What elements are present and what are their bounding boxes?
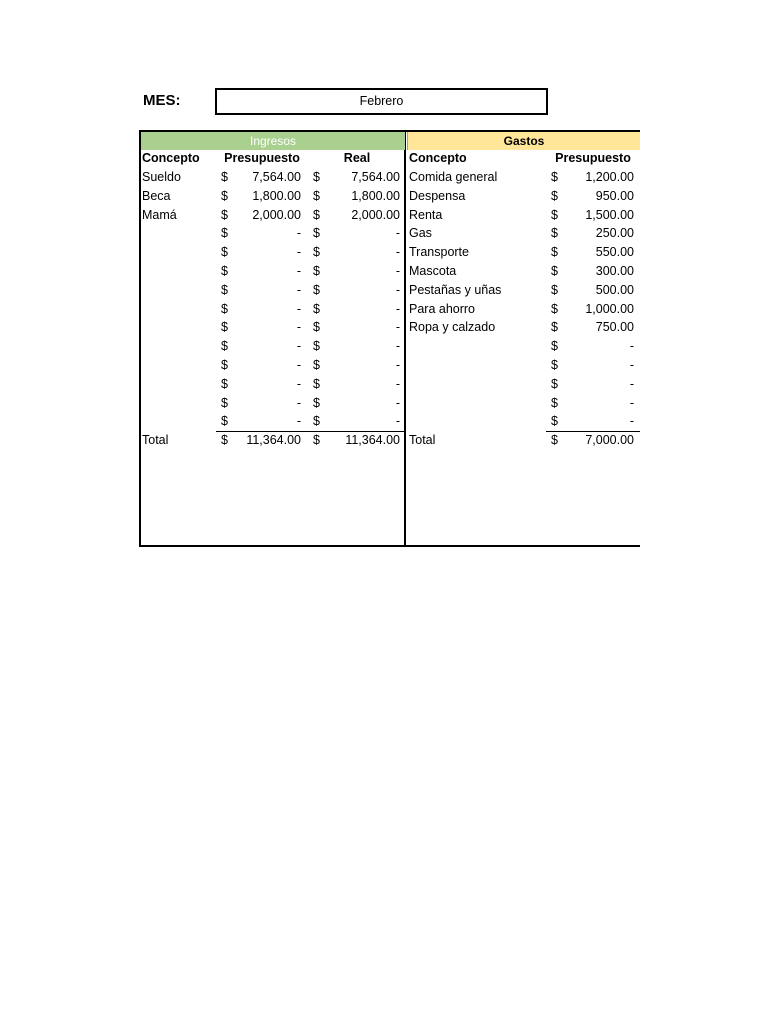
gastos-col-presupuesto: Presupuesto [555, 151, 631, 165]
ingresos-real-cell: - [395, 264, 400, 278]
ingresos-real-cell: - [395, 245, 400, 260]
gastos-presupuesto-cell: - [629, 339, 634, 354]
currency-sign: $ [551, 320, 558, 335]
month-label: MES: [143, 92, 181, 109]
currency-sign: $ [551, 282, 558, 297]
gastos-concepto-cell: Para ahorro [409, 301, 476, 316]
currency-sign: $ [313, 376, 320, 391]
currency-sign: $ [313, 320, 320, 335]
currency-sign: $ [221, 170, 228, 184]
currency-sign: $ [313, 414, 320, 429]
currency-sign: $ [551, 395, 558, 410]
ingresos-total-label: Total [142, 433, 169, 447]
ingresos-presupuesto-cell: 7,564.00 [252, 170, 301, 184]
ingresos-presupuesto-cell: 2,000.00 [252, 207, 301, 222]
currency-sign: $ [313, 301, 320, 316]
ingresos-presupuesto-cell: - [296, 301, 301, 316]
ingresos-presupuesto-cell: - [296, 264, 301, 278]
currency-sign: $ [551, 376, 558, 391]
currency-sign: $ [551, 358, 558, 372]
gastos-concepto-cell: Mascota [409, 264, 457, 278]
gastos-presupuesto-cell: - [629, 414, 634, 429]
ingresos-presupuesto-cell: - [296, 320, 301, 335]
currency-sign: $ [221, 226, 228, 241]
currency-sign: $ [313, 170, 320, 184]
ingresos-real-cell: - [395, 282, 400, 297]
gastos-concepto-cell: Renta [409, 207, 443, 222]
ingresos-col-concepto: Concepto [142, 151, 200, 165]
gastos-concepto-cell: Comida general [409, 170, 498, 184]
currency-sign: $ [313, 282, 320, 297]
ingresos-real-cell: - [395, 376, 400, 391]
gastos-presupuesto-cell: - [629, 395, 634, 410]
currency-sign: $ [313, 433, 320, 447]
budget-sheet [139, 130, 640, 548]
ingresos-total-presupuesto: 11,364.00 [246, 433, 301, 447]
currency-sign: $ [221, 339, 228, 354]
currency-sign: $ [313, 188, 320, 203]
currency-sign: $ [221, 282, 228, 297]
currency-sign: $ [551, 226, 558, 241]
gastos-presupuesto-cell: - [629, 376, 634, 391]
gastos-concepto-cell: Ropa y calzado [409, 320, 496, 335]
ingresos-presupuesto-cell: 1,800.00 [252, 188, 301, 203]
ingresos-presupuesto-cell: - [296, 245, 301, 260]
gastos-presupuesto-cell: 1,000.00 [585, 301, 634, 316]
ingresos-real-cell: - [395, 414, 400, 429]
gastos-concepto-cell: Transporte [409, 245, 469, 260]
currency-sign: $ [313, 358, 320, 372]
currency-sign: $ [313, 207, 320, 222]
currency-sign: $ [551, 339, 558, 354]
ingresos-presupuesto-cell: - [296, 358, 301, 372]
gastos-total-presupuesto: 7,000.00 [585, 433, 634, 447]
gastos-presupuesto-cell: 1,200.00 [585, 170, 634, 184]
ingresos-real-cell: - [395, 339, 400, 354]
currency-sign: $ [313, 245, 320, 260]
currency-sign: $ [221, 264, 228, 278]
currency-sign: $ [313, 264, 320, 278]
currency-sign: $ [221, 395, 228, 410]
currency-sign: $ [551, 301, 558, 316]
ingresos-presupuesto-cell: - [296, 282, 301, 297]
currency-sign: $ [221, 320, 228, 335]
currency-sign: $ [551, 207, 558, 222]
currency-sign: $ [313, 226, 320, 241]
ingresos-real-cell: - [395, 226, 400, 241]
ingresos-real-cell: - [395, 301, 400, 316]
currency-sign: $ [551, 433, 558, 447]
gastos-concepto-cell: Gas [409, 226, 432, 241]
ingresos-real-cell: - [395, 320, 400, 335]
currency-sign: $ [221, 207, 228, 222]
currency-sign: $ [551, 188, 558, 203]
currency-sign: $ [551, 245, 558, 260]
ingresos-concepto-cell: Mamá [142, 207, 177, 222]
ingresos-presupuesto-cell: - [296, 414, 301, 429]
currency-sign: $ [221, 245, 228, 260]
currency-sign: $ [221, 414, 228, 429]
ingresos-real-cell: 1,800.00 [351, 188, 400, 203]
gastos-concepto-cell: Pestañas y uñas [409, 282, 502, 297]
gastos-header: Gastos [407, 132, 640, 150]
gastos-presupuesto-cell: 1,500.00 [585, 207, 634, 222]
ingresos-presupuesto-cell: - [296, 395, 301, 410]
gastos-col-concepto: Concepto [409, 151, 467, 165]
currency-sign: $ [313, 395, 320, 410]
ingresos-presupuesto-cell: - [296, 376, 301, 391]
gastos-presupuesto-cell: 250.00 [595, 226, 634, 241]
ingresos-col-presupuesto: Presupuesto [224, 151, 300, 165]
ingresos-total-real: 11,364.00 [345, 433, 400, 447]
gastos-presupuesto-cell: 750.00 [595, 320, 634, 335]
currency-sign: $ [221, 433, 228, 447]
ingresos-real-cell: 7,564.00 [351, 170, 400, 184]
month-field[interactable]: Febrero [215, 88, 548, 115]
currency-sign: $ [221, 188, 228, 203]
currency-sign: $ [313, 339, 320, 354]
currency-sign: $ [221, 301, 228, 316]
ingresos-presupuesto-cell: - [296, 339, 301, 354]
currency-sign: $ [221, 376, 228, 391]
ingresos-real-cell: 2,000.00 [351, 207, 400, 222]
gastos-total-label: Total [409, 433, 436, 447]
ingresos-concepto-cell: Sueldo [142, 170, 181, 184]
gastos-presupuesto-cell: 950.00 [595, 188, 634, 203]
gastos-presupuesto-cell: - [629, 358, 634, 372]
ingresos-real-cell: - [395, 395, 400, 410]
currency-sign: $ [551, 264, 558, 278]
ingresos-presupuesto-cell: - [296, 226, 301, 241]
gastos-presupuesto-cell: 300.00 [595, 264, 634, 278]
ingresos-real-cell: - [395, 358, 400, 372]
currency-sign: $ [221, 358, 228, 372]
ingresos-header: Ingresos [141, 132, 405, 150]
gastos-concepto-cell: Despensa [409, 188, 466, 203]
gastos-presupuesto-cell: 500.00 [595, 282, 634, 297]
currency-sign: $ [551, 170, 558, 184]
ingresos-col-real: Real [343, 151, 371, 165]
ingresos-concepto-cell: Beca [142, 188, 171, 203]
currency-sign: $ [551, 414, 558, 429]
gastos-presupuesto-cell: 550.00 [595, 245, 634, 260]
